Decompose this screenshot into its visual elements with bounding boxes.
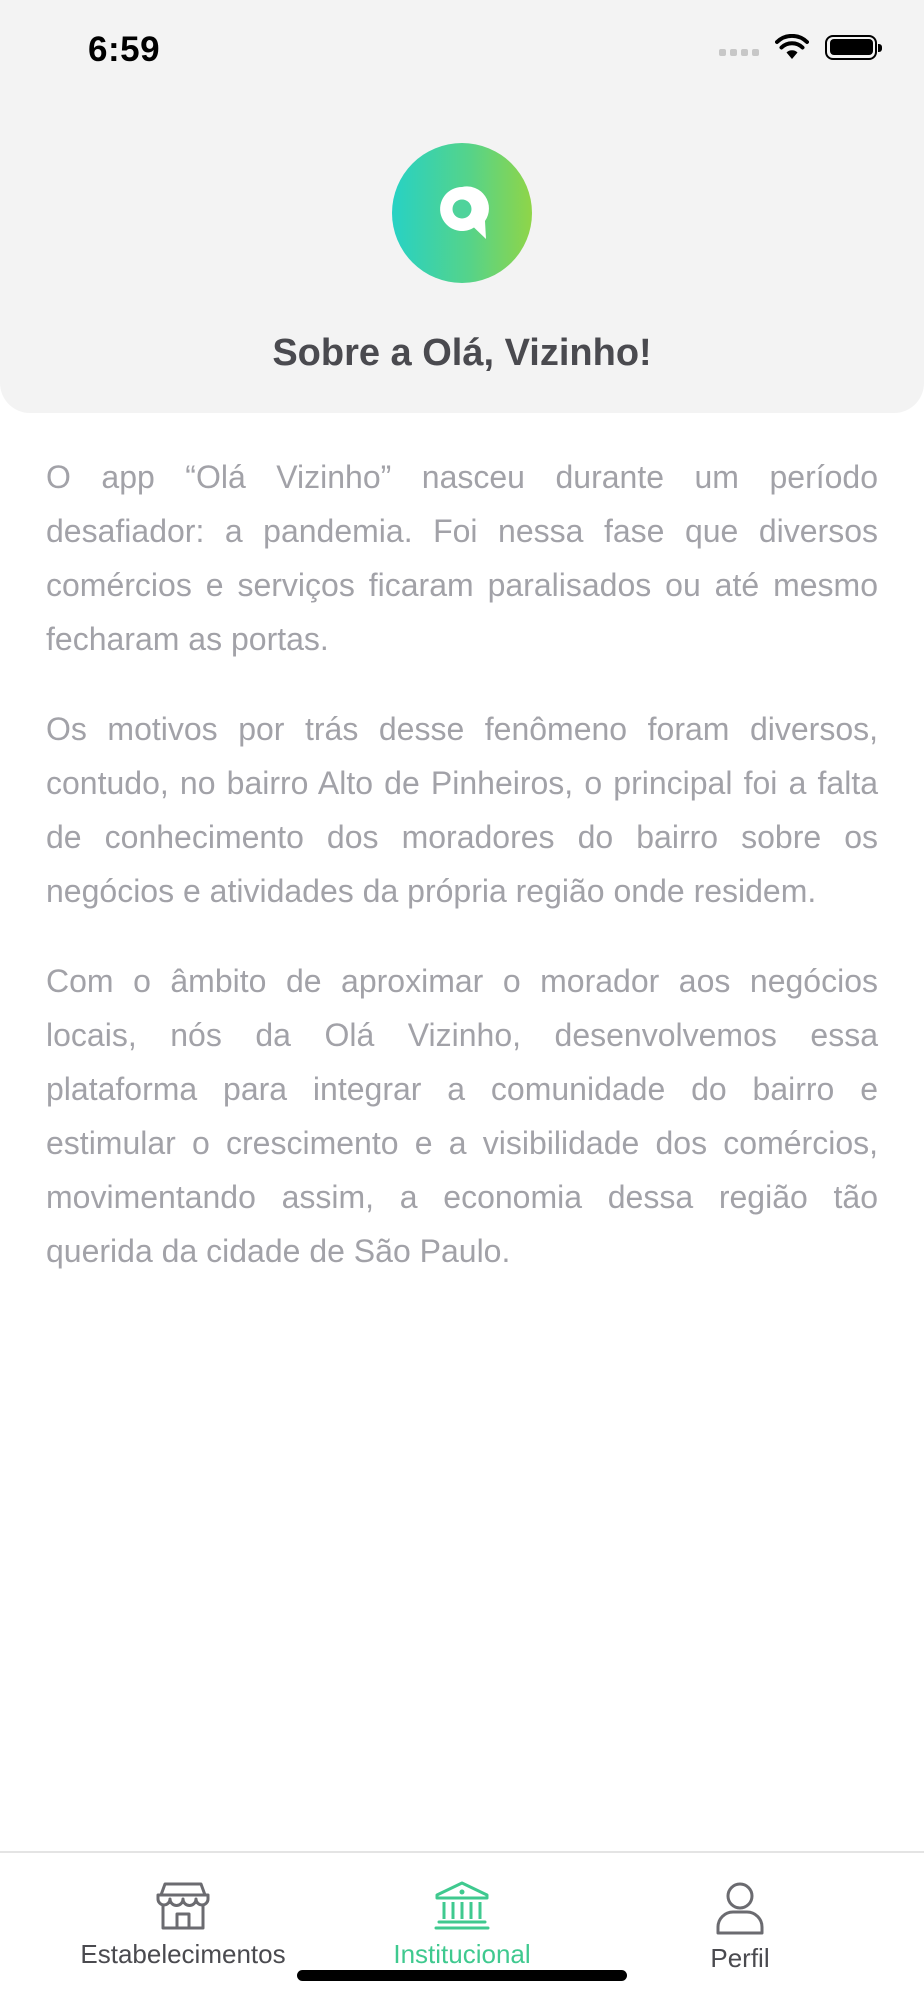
institution-icon — [434, 1881, 490, 1931]
storefront-icon — [155, 1881, 211, 1931]
tab-label: Perfil — [710, 1943, 770, 1973]
home-indicator[interactable] — [297, 1970, 627, 1981]
about-paragraph: Com o âmbito de aproximar o morador aos negócios locais, nós da Olá Vizinho, desenvolvemos essa plataforma para integrar a comunidade do bairro e estimular o crescimento e a visibilidade dos comércios, movimentando assim, a economia dessa região tão querida da cidade de São Paulo. — [46, 963, 878, 1269]
tab-perfil[interactable] — [680, 1881, 800, 1974]
tab-institucional[interactable] — [372, 1881, 552, 1970]
person-icon — [715, 1881, 765, 1935]
header — [0, 0, 924, 413]
status-time: 6:59 — [88, 30, 161, 69]
page-title: Sobre a Olá, Vizinho! — [272, 332, 652, 374]
wifi-icon — [775, 34, 809, 60]
cellular-signal-icon — [719, 49, 759, 56]
status-icons — [719, 34, 877, 60]
tab-label: Estabelecimentos — [80, 1939, 286, 1969]
about-content — [46, 450, 878, 1314]
about-paragraph: Os motivos por trás desse fenômeno foram diversos, contudo, no bairro Alto de Pinheiros, o principal foi a falta de conhecimento dos moradores do bairro sobre os negócios e atividades da própria região onde residem. — [46, 711, 878, 909]
about-paragraph: O app “Olá Vizinho” nasceu durante um período desafiador: a pandemia. Foi nessa fase que diversos comércios e serviços ficaram paralisados ou até mesmo fecharam as portas. — [46, 459, 878, 657]
map-pin-logo-icon — [392, 143, 532, 283]
tab-estabelecimentos[interactable] — [72, 1881, 294, 1970]
battery-icon — [825, 35, 877, 60]
tab-label: Institucional — [393, 1939, 531, 1969]
